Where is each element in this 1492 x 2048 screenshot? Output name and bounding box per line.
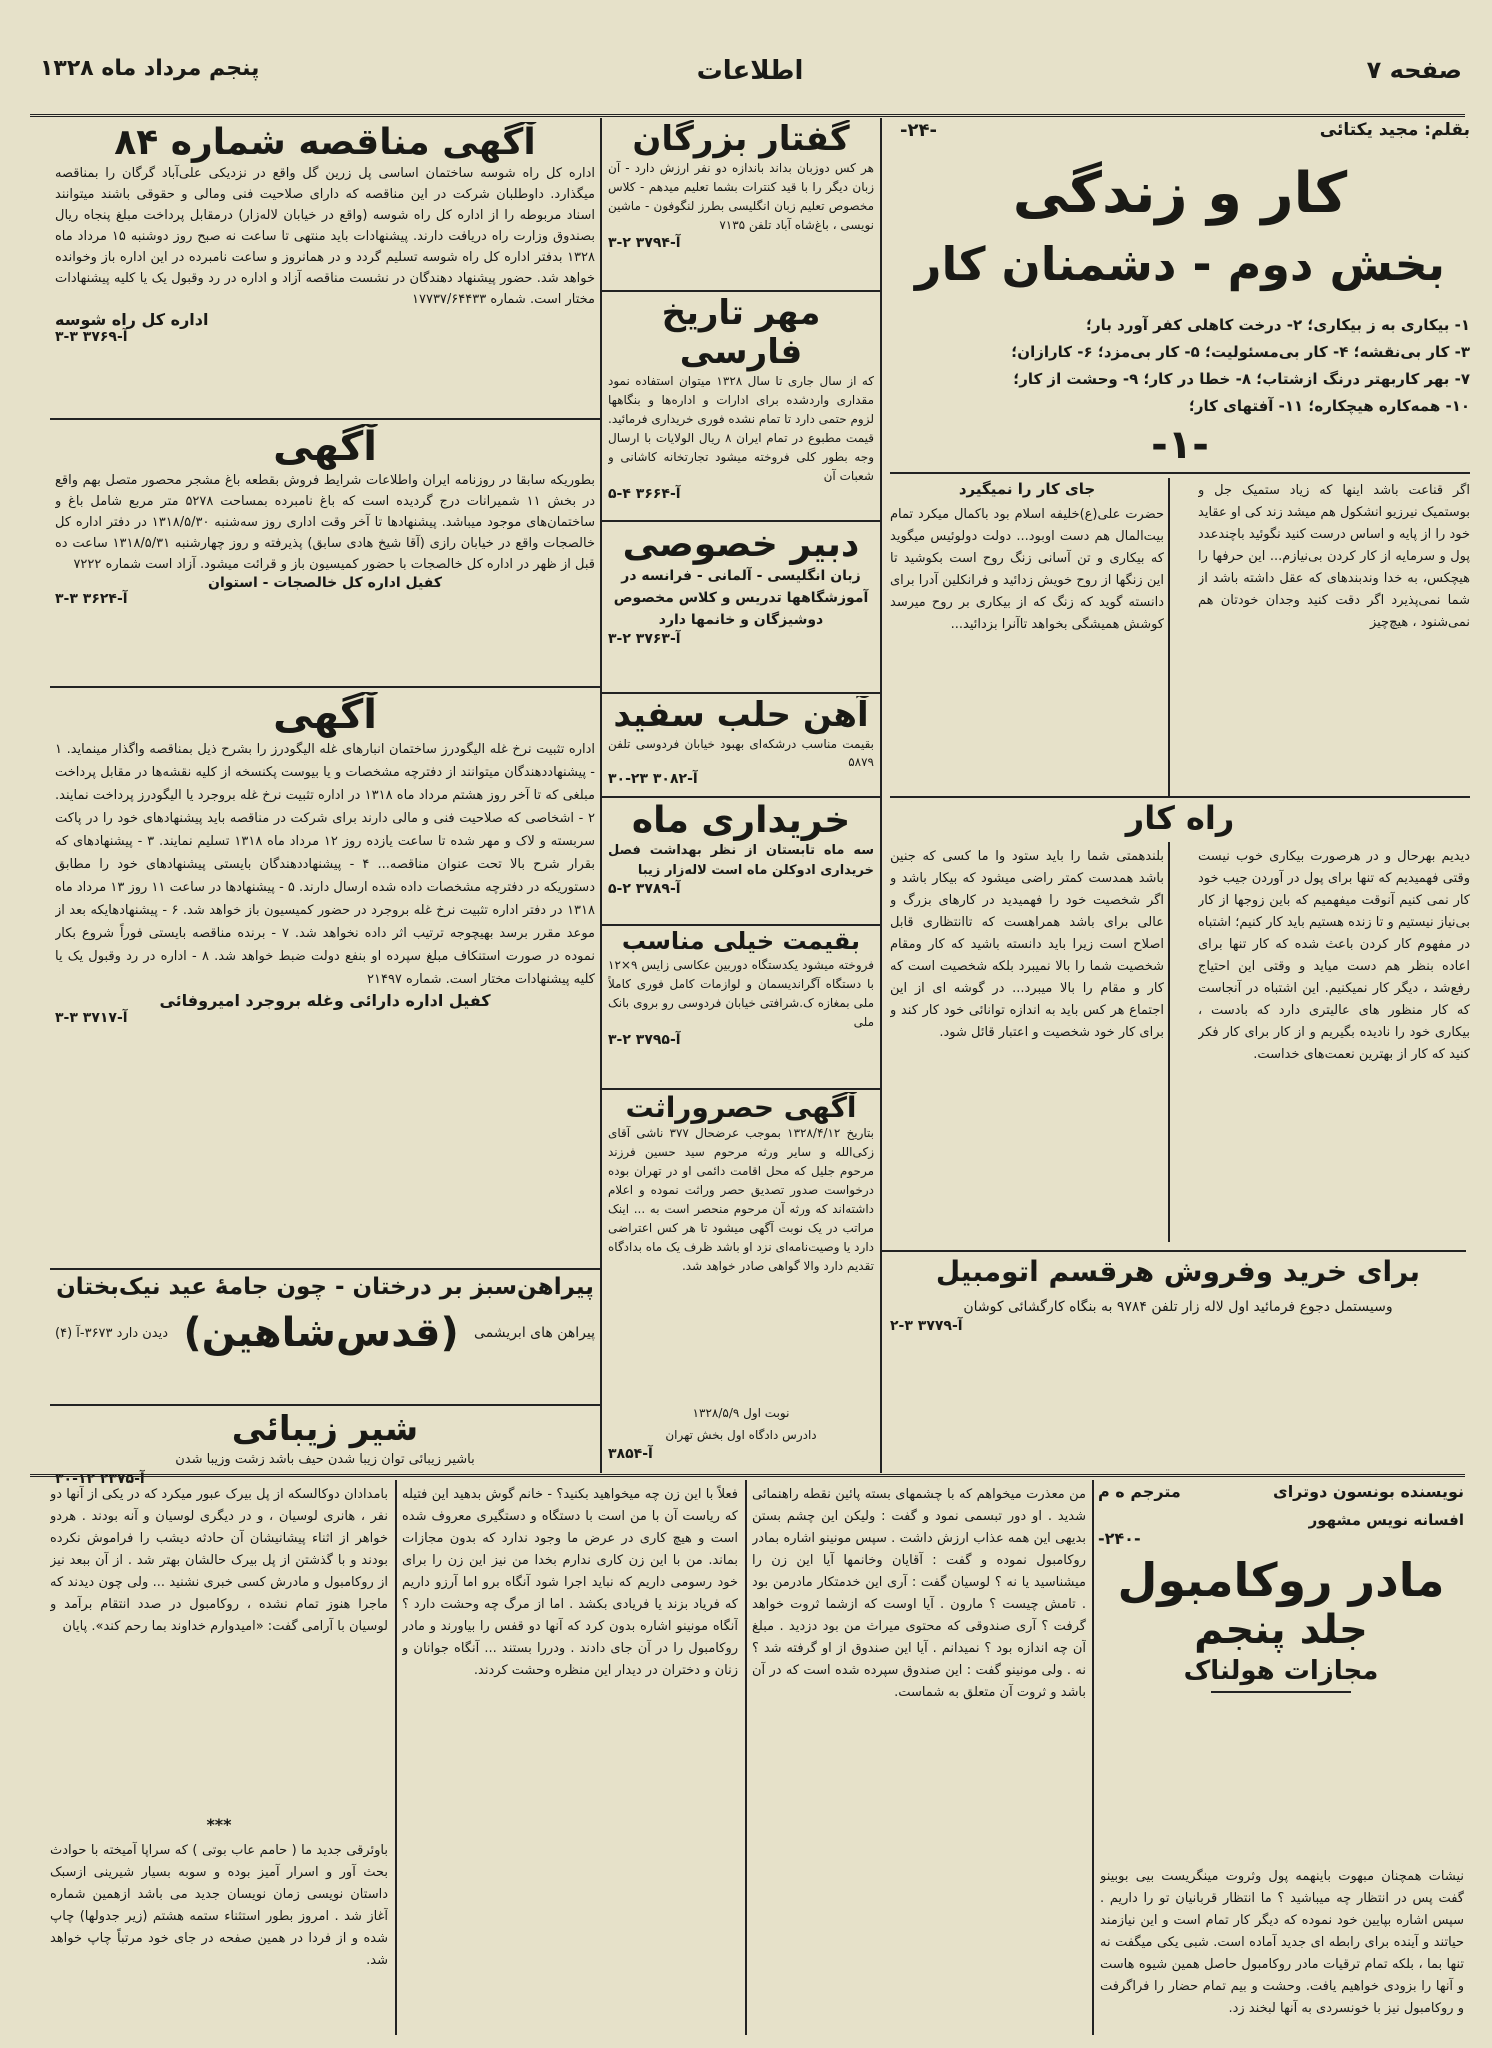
col-inner-divider (1168, 478, 1170, 798)
ad-date: نوبت اول ۱۳۲۸/۵/۹ (692, 1406, 790, 1421)
chapter-underline (1211, 1691, 1351, 1693)
mid-rule (602, 1088, 880, 1090)
rahkar-column-right: دیدیم بهرحال و در هرصورت بیکاری خوب نیست وقتی فهمیدیم که تنها برای پول در آوردن جیب خود کار نمی کنیم آنوقت میفهمیم که باین زوجها از کار بی‌نیاز نیستیم و تا زنده هستیم باید کار کنیم؛ اشتباه در مفهوم کار کردن باعث شده که کار تنها برای اعاده بنظر هم دست میاید و وقتی این احتیاج رفع‌شد ، دیگر کار نمیکنیم. این اشتباه در آنجاست که کار منظور های عالیتری دارد که بادست ، بیکاری خود را نادیده بگیریم و از کار برای کار فکر کنید که کار از بهترین نعمت‌های خداست. (1198, 849, 1470, 1062)
story-divider (1092, 1480, 1094, 2035)
ad-text: سه ماه تابستان از نظر بهداشت فصل خریداری ادوکلن ماه است لاله‌زار زیبا (608, 843, 874, 879)
ad-ref: آ-۳۷۹۴ ۲-۳ (608, 235, 681, 252)
ad-title: بقیمت خیلی مناسب (621, 928, 861, 955)
section-rule (890, 472, 1470, 474)
ad-title: شیر زیبائی (231, 1410, 419, 1449)
ad-signature: اداره کل راه شوسه (55, 310, 209, 330)
text-column-right: اگر قناعت باشد اینها که زیاد ستمیک جل و بوستمیک نیرزیو انشکول هم میشد زند کی او عقاید خود را از پایه و اساس درست کنید نگوئید باچندعدد پول و سرمایه از کار کردن بی‌نیازم... این حرفها را هیچکس، به خدا وندبندهای که عقل داشته باشد از شما نمی‌پذیرد اگر دقت کنید وجدان خودتان هم نمی‌شنود ، هیچ‌چیز (1198, 483, 1470, 630)
story-divider (745, 1480, 747, 2035)
story-header (1098, 1482, 1464, 1862)
ad-title: خریداری ماه (631, 800, 851, 841)
ad-title: آگهی حصروراثت (625, 1092, 857, 1124)
text-column-left: حضرت علی(ع)خلیفه اسلام بود باکمال میکرد تمام بیت‌المال هم دست اوبود... دولت دولوئیس میگوید که بیکاری و تن آسانی زنگ روح است بکوشید تا این زنگها از روح خویش زدائید و فرانکلین آدرا برای دانسته گوید که زنگ که از بیکاری بر روح میرسد کوشش همیشگی بخواهد تاآنرا بزدائید... (890, 507, 1164, 632)
story-title: مادر روکامبول (1117, 1553, 1445, 1607)
story-column-4-note: باوئرقی جدید ما ( حامم عاب بوتی ) که سراپا آمیخته با حوادث بحث آور و اسرار آمیز بوده و سوبه بسیار شیرینی ازسبک داستان نویسی زمان نویسان جدید می باشد ازهمین شماره آغاز شد . امروز بطور استثناء ستمه هشتم (زیر جدولها) چاپ شده و از فردا در همین صفحه در جای خود مرتباً چاپ خواهد شد. (50, 1843, 388, 1968)
left-rule (50, 1404, 600, 1406)
ad-ref: آ-۳۷۶۹ ۳-۳ (55, 329, 128, 346)
ad-title: گفتار بزرگان (632, 120, 850, 159)
ad-agahi-gholle (55, 692, 595, 1264)
ad-car-trade (890, 1256, 1466, 1366)
article-author: بقلم: مجید یکتائی (1319, 120, 1470, 140)
story-top-rule (30, 1474, 1465, 1477)
car-ad-title: برای خرید وفروش هرقسم اتومبیل (935, 1256, 1421, 1288)
ad-hasr-verasat (608, 1092, 874, 1470)
article-subtitle: بخش دوم - دشمنان کار (914, 237, 1445, 291)
page-date: پنجم مرداد ماه ۱۳۲۸ (40, 56, 260, 81)
ad-ref: آ-۳۷۶۳ ۲-۳ (608, 631, 681, 648)
story-column-4: بامدادان دوکالسکه از پل بیرک عبور میکرد که در یکی از آنها دو نفر ، هانری لوسیان ، و در دیگری لوسیان و آنه بودند . هردو خواهر از اثناء پیشانیشان آن حادثه دیشب را فراموش نکرده بودند و با گذشتن از پل بیرک حالشان بهتر شد . از آن ببعد نیز از روکامبول و مادرش کسی خبری نشنید ... ولی چون دیدند که ماجرا هنوز تمام نشده ، روکامبول در صدد انتقام برآمد و لوسیان با آرامی گفت: «امیدوارم خداوند بما رحم کند». پایان (50, 1487, 388, 1634)
story-translator: مترجم ه م (1098, 1482, 1181, 1501)
car-ad-rule (882, 1250, 1466, 1252)
article-number: -۲۴- (900, 120, 937, 141)
car-ad-ref: آ-۳۷۷۹ ۳-۲ (890, 1318, 963, 1335)
ad-kharidari-mah (608, 800, 874, 920)
ad-row (55, 1310, 595, 1356)
left-rule (50, 418, 600, 420)
ad-title: مهر تاریخ فارسی (661, 294, 821, 373)
section-rule-2 (890, 796, 1470, 798)
article-kar-va-zendegi (890, 120, 1470, 1250)
story-divider (395, 1480, 397, 2035)
story-column-1: نیشات همچنان مبهوت باینهمه پول وثروت مینگریست بیی بوبینو گفت پس در انتظار چه میباشید ؟ ما انتظار قربانیان تو را داریم . سپس اشاره بپایین خود نموده که دیگر کار تمام است و این نیازمند حیاتند و آینده برای رابطه ای جدید آماده است. شبی یکی میگفت نه تنها بما ، بلکه تمام ترقیات مادر روکامبول حاصل همین شیوه هاست و آنها را بزودی خواهیم یافت. وحشت و بیم تمام حضار را فراگرفت و روکامبول نیز با خونسردی به آنها لبخند زد. (1100, 1869, 1464, 2016)
ad-ref: آ-۳۸۵۴ (608, 1446, 653, 1463)
story-number: -۲۴۰- (1098, 1529, 1141, 1548)
story-fame: افسانه نویس مشهور (1308, 1511, 1464, 1529)
ad-text: زبان انگلیسی - آلمانی - فرانسه در آموزشگاهها تدریس و کلاس مخصوص دوشیزگان و خانمها دارد (613, 568, 869, 629)
mid-rule (602, 796, 880, 798)
ad-agahi-khalesejat (55, 424, 595, 682)
ad-mohr-tarikh (608, 294, 874, 516)
ad-ref: آ-۳۷۱۷ ۳-۳ (55, 1010, 128, 1026)
ad-ref: آ-۳۷۸۹ ۲-۵ (608, 881, 681, 898)
story-chapter: مجازات هولناک (1183, 1655, 1379, 1686)
ad-brand: (قدس‌شاهین) (183, 1310, 459, 1357)
toc-line: ۳- کار بی‌نقشه؛ ۴- کار بی‌مسئولیت؛ ۵- کار بی‌مزد؛ ۶- کارازان؛ (1011, 343, 1470, 361)
ad-text: که از سال جاری تا سال ۱۳۲۸ میتوان استفاده نمود مقداری واردشده برای ادارات و اداره‌ها و بنگاهها لزوم حتمی دارد تا تمام نشده فوری خریداری فرمائید. قیمت مطبوع در تمام ایران ۸ ریال الولایات با ارسال وجه بطور کلی فروخته میشود تجارتخانه کاشانی و شعبات آن (608, 374, 874, 484)
ad-text: باشیر زیبائی توان زیبا شدن حیف باشد زشت وزیبا شدن (175, 1452, 475, 1468)
ad-ahan-halab (608, 696, 874, 794)
story-column-2: من معذرت میخواهم که با چشمهای بسته پائین نقطه راهنمائی شدید . او دور تبسمی نمود و گفت : ولیکن این چشم بستن بدیهی این همه عذاب ارزش داشت . سپس مونینو اشاره بمادر روکامبول نموده و گفت : آقایان وخانمها آیا این زن را میشناسید یا نه ؟ لوسیان گفت : آری این خدمتکار مادرمن بود . تامش چیست ؟ مارون . آیا اوست که ازشما ثروت خواهد گرفت ؟ آری صندوقی که محتوی میراث من بود دزدید . مبلغ آن چه اندازه بود ؟ نمیدانم . آیا این صندوق از او گرفته شد ؟ نه . ولی مونینو گفت : این صندوق سپرده شده است که در آن باشد و ثروت آن متعلق به شماست. (752, 1487, 1086, 1700)
ad-text: پیراهن های ابریشمی (474, 1325, 595, 1342)
ad-gheymat-monaseb (608, 928, 874, 1086)
story-volume: جلد پنجم (1194, 1606, 1368, 1653)
ad-text: اداره کل راه شوسه ساختمان اساسی پل زرین گل واقع در نزدیکی علی‌آباد گرگان را بمناقصه میگذارد. داوطلبان شرکت در این مناقصه که دارای صلاحیت فنی ومالی و حقوقی باشند میتوانند اسناد مربوطه را از اداره کل راه شوسه (واقع در خیابان لاله‌زار) درمقابل پرداخت مبلغ پنجاه ریال بصندوق وزارت راه دریافت دارند. پیشنهادات باید منتهی تا ساعت نه صبح روز دوشنبه ۱۵ مرداد ماه ۱۳۲۸ بدفتر اداره کل راه شوسه تسلیم گردد و در همانروز و ساعت نامبرده در این اداره باز وخوانده خواهد شد. حضور پیشنهاد دهندگان در نشست مناقصه آزاد و اداره در رد وقبول یک یا کلیه پیشنهادات مختار است. شماره ۱۷۷۳۷/۶۴۴۳۳ (55, 166, 595, 308)
left-rule (50, 686, 600, 688)
ad-title: آگهی (273, 692, 377, 738)
ad-text: بطوریکه سابقا در روزنامه ایران واطلاعات شرایط فروش بقطعه باغ مشجر محصور متصل بهم واقع در بخش ۱۱ شمیرانات درج گردیده است که باغ نامبرده بمساحت ۵۲۷۸ متر مربع شامل باغ و ساختمان‌های موجود میباشد. پیشنهادها تا آخر وقت اداری روز سه‌شنبه ۱۳۱۸/۵/۳۰ در دفتر اداره کل خالصجات واقع در خیابان رازی (آقا شیخ هادی سابق) پذیرفته و روز چهارشنبه ۱۳۱۸/۵/۳۱ ساعت ده قبل از ظهر در اداره کل خالصجات با حضور کمیسیون باز و قرائت میشود. آزاد است شماره ۷۲۲۲ (55, 473, 595, 572)
ad-goftar-bozorgan (608, 120, 874, 288)
header-rule (30, 114, 1465, 117)
car-ad-text: وسیستمل دجوع فرمائید اول لاله زار تلفن ۹۷۸۴ به بنگاه کارگشائی کوشان (963, 1299, 1393, 1316)
ad-text: هر کس دوزبان بداند باندازه دو نفر ارزش دارد - آن زبان دیگر را با قید کنترات بشما تعلیم میدهم - کلاس مخصوص تعلیم زبان انگلیسی بطرز لنگوفون - ماشین نویسی ، باغ‌شاه آباد تلفن ۷۱۳۵ (608, 161, 874, 233)
col-divider-1 (880, 118, 882, 1473)
ad-title: آگهی مناقصه شماره ۸۴ (114, 122, 536, 163)
page-number: صفحه ۷ (1366, 56, 1462, 84)
ad-title: پیراهن‌سبز بر درختان - چون جامهٔ عید نیک‌بختان (56, 1274, 594, 1300)
ad-signature: کفیل اداره کل خالصجات - استوان (208, 575, 442, 591)
ad-text: فروخته میشود یکدستگاه دوربین عکاسی زایس ۹×۱۲ با دستگاه آگراندیسمان و لوازمات کامل فوری کاملاً ملی بمغازه ک.شرافتی خیابان فردوسی رو بروی بانک ملی (608, 957, 874, 1029)
ad-note: دیدن دارد ۳۶۷۳-آ (۴) (55, 1325, 169, 1341)
mid-rule (602, 520, 880, 522)
ad-ref: آ-۲۳۷۵ ۱۲-۳۰ (55, 1471, 145, 1488)
ad-court: دادرس دادگاه اول بخش تهران (665, 1428, 817, 1443)
story-author: نویسنده بونسون دوترای (1273, 1482, 1464, 1501)
masthead: اطلاعات (696, 56, 804, 86)
toc-line: ۱۰- همه‌کاره هیچکاره؛ ۱۱- آفتهای کار؛ (1188, 397, 1470, 415)
article-toc (890, 312, 1470, 420)
ad-title: آهن حلب سفید (613, 696, 869, 735)
ad-ref: آ-۳۶۶۴ ۴-۵ (608, 486, 681, 503)
ad-signature: کفیل اداره دارائی وغله بروجرد امیروفائی (159, 991, 491, 1010)
rahkar-column-left: بلندهمتی شما را باید ستود وا ما کسی که جنین باشد همدست کمتر راضی میشود که بیکار باشد و اگر شخصیت خود را فهمیدید در کارهای بزرگ و عالی برای باشد همراهست که تاانتظاری قابل اصلاح است زیرا باید دانسته باشید که کار ومقام شخصیت شما را بالا نمیبرد بلکه شخصیت است که کار و مقام را بالا میبرد... در گوشه ای از این اجتماع هر کس باید به اندازه توانائی خود کار کند و برای کار خود شخصیت و اعتبار قائل شود. (890, 849, 1164, 1040)
ad-title: دبیر خصوصی (622, 524, 860, 565)
rahkar-title: راه کار (1125, 799, 1235, 837)
toc-line: ۱- بیکاری به ز بیکاری؛ ۲- درخت کاهلی کفر آورد بار؛ (1086, 316, 1470, 334)
ad-dabir-khosusi (608, 524, 874, 692)
ad-text: اداره تثبیت نرخ غله الیگودرز ساختمان انبارهای غله الیگودرز را بشرح ذیل بمناقصه واگذار مینماید. ۱ - پیشنهاددهندگان میتوانند از دفترچه مشخصات و یا بیوست پکنسخه از کلیه نقشه‌ها در مقابل پرداخت مبلغی که تا آخر روز هشتم مرداد ماه ۱۳۱۸ در اداره تثبیت نرخ غله بروجرد یا الیگودرز پرداخت نمایند. ۲ - اشخاصی که صلاحیت فنی و مالی دارند برای شرکت در مناقصه باید پیشنهادهای خود را در پاکت سربسته و لاک و مهر شده تا ساعت یازده روز ۱۲ مرداد ماه ۱۳۱۸ تسلیم نمایند. ۳ - پیشنهادهای که بقرار شرح بالا تحت عنوان مناقصه... ۴ - پیشنهاددهندگان بایستی پیشنهادهای خود را مطابق دستوریکه در دفترچه مشخصات داده شده ارسال دارند. ۵ - پیشنهادها در ساعت ۱۱ روز ۱۳ مرداد ماه ۱۳۱۸ در دفتر اداره تثبیت نرخ غله بروجرد در حضور کمیسیون باز خواهد شد. ۶ - پیشنهادهایکه بعد از موعد مقرر برسد بهیچوجه ترتیب اثر داده نخواهد شد. ۷ - برنده مناقصه بایستی فوراً شروع بکار نموده در صورت استنکاف مبلغ سپرده او بنفع دولت ضبط خواهد شد. ۸ - اداره در رد وقبول یک یا کلیه پیشنهادات مختار است. شماره ۲۱۴۹۷ (55, 742, 595, 987)
mid-rule (602, 290, 880, 292)
toc-line: ۷- بهر کاربهتر درنگ ازشتاب؛ ۸- خطا در کار؛ ۹- وحشت از کار؛ (1013, 370, 1470, 388)
story-separator: *** (206, 1815, 232, 1834)
mid-rule (602, 924, 880, 926)
mid-rule (602, 692, 880, 694)
ad-ghods-shahin (55, 1274, 595, 1402)
ad-text: بقیمت مناسب درشکه‌ای بهبود خیابان فردوسی تلفن ۵۸۷۹ (608, 737, 874, 770)
ad-ref: آ-۳۷۹۵ ۲-۳ (608, 1031, 681, 1048)
ad-text: بتاریخ ۱۳۲۸/۴/۱۲ بموجب عرضحال ۳۷۷ ناشی آقای زکی‌الله و سایر ورثه مرحوم سید حسین فرزند مرحوم جلیل که محل اقامت دائمی او در تهران بوده درخواست صدور تصدیق حصر وراثت نموده و اعلام داشته‌اند که ورثه آن مرحوم منحصر است به ... اینک مراتب در یک نوبت آگهی میشود تا هر کس اعتراضی دارد یا وصیت‌نامه‌ای نزد او باشد ظرف یک ماه بدادگاه تقدیم دارد والا گواهی صادر خواهد شد. (608, 1126, 874, 1274)
section-number: -۱- (1151, 422, 1209, 468)
ad-monaghese-84 (55, 122, 595, 412)
text-column-left-head: جای کار را نمیگیرد (958, 480, 1096, 498)
left-rule (50, 1268, 600, 1270)
story-author-row (1098, 1482, 1464, 1501)
col-inner-divider (1168, 842, 1170, 1242)
ad-ref: آ-۳۰۸۲ ۲۳-۳۰ (608, 771, 698, 788)
story-column-3: فعلاً با این زن چه میخواهید بکنید؟ - خانم گوش بدهید این فتیله که ریاست آن با من است با دستگاه و دستگیری معروف شده است و هیچ کاری در عرض ما وجود ندارد که بدون مجازات بماند. من با این زن کاری ندارم بخدا من نیز این زن را برای خود رسومی داریم که نباید اجرا شود آنگاه برو اما آرزو داریم که فریاد بزند یا فریادی بکشد . اما از مرگ چه وحشت دارد ؟ آنگاه مونینو اشاره بدون کرد که آنها دو قفس را بیاورند و مادر روکامبول را در آن جای دادند . ودررا بستند ... آنگاه جوانان و زنان و دختران در دیدار این منظره وحشت کردند. (402, 1487, 738, 1678)
article-title: کار و زندگی (1012, 161, 1348, 226)
ad-title: آگهی (273, 424, 377, 470)
ad-ref: آ-۳۶۲۴ ۳-۳ (55, 591, 128, 607)
